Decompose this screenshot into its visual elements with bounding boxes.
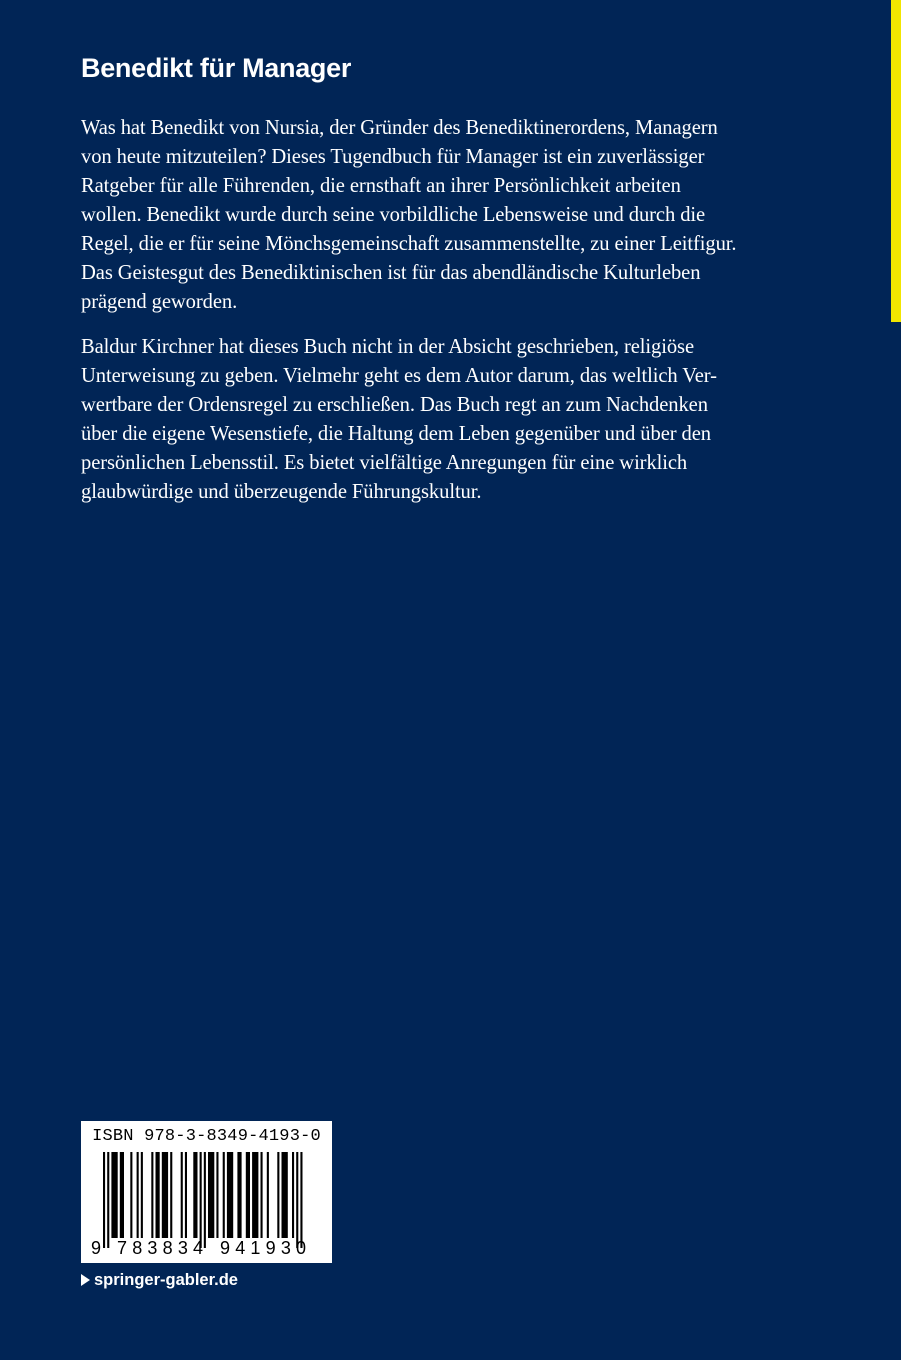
barcode-bar [277, 1152, 279, 1238]
barcode-bar [151, 1152, 153, 1238]
isbn-barcode [81, 1121, 332, 1263]
barcode-guard-bar [204, 1152, 206, 1248]
barcode-bar [208, 1152, 214, 1238]
barcode-bar [227, 1152, 233, 1238]
barcode-bar [185, 1152, 187, 1238]
barcode-bar [216, 1152, 218, 1238]
barcode-bar [267, 1152, 269, 1238]
barcode-bar [193, 1152, 197, 1238]
barcode-bar [237, 1152, 241, 1238]
barcode-bar [252, 1152, 258, 1238]
barcode-bar [162, 1152, 168, 1238]
isbn-label: ISBN 978-3-8349-4193-0 [92, 1127, 321, 1146]
barcode-bar [292, 1152, 294, 1238]
barcode-bar [223, 1152, 225, 1238]
book-title: Benedikt für Manager [81, 53, 352, 83]
barcode-bar [137, 1152, 139, 1238]
barcode-bar [246, 1152, 250, 1238]
barcode-guard-bar [300, 1152, 302, 1248]
barcode-bar [111, 1152, 117, 1238]
arrow-right-icon [81, 1274, 90, 1286]
blurb [81, 114, 781, 523]
barcode-bar [170, 1152, 172, 1238]
website-url[interactable]: springer-gabler.de [94, 1271, 238, 1289]
accent-strip [891, 0, 901, 322]
blurb-paragraph-1: Was hat Benedikt von Nursia, der Gründer des Benediktinerordens, Managern von heute mitzuteilen? Dieses Tugendbuch für Manager ist ein zuverlässiger Ratgeber für alle Führenden, die ernsthaft an ihrer Persönlichkeit arbeiten wollen. Benedikt wurde durch seine vorbildliche Lebensweise und durch die Regel, die er für seine Mönchsgemeinschaft zusammenstellte, zu einer Leitfigur. Das Geistesgut des Benediktinischen ist für das abendländische Kulturleben prägend geworden. [81, 117, 737, 313]
barcode-guard-bar [296, 1152, 298, 1248]
barcode-bar [261, 1152, 263, 1238]
blurb-paragraph-2: Baldur Kirchner hat dieses Buch nicht in der Absicht geschrieben, religiöse Unterweisung zu geben. Vielmehr geht es dem Autor darum, das weltlich Ver- wertbare der Ordensregel zu erschließen. Das Buch regt an zum Nachdenken über die eigene Wesenstiefe, die Haltung dem Leben gegenüber und über den persönlichen Lebensstil. Es bietet vielfältige Anregungen für eine wirklich glaubwürdige und überzeugende Führungskultur. [81, 336, 717, 503]
barcode-left-digits: 783834 [117, 1238, 209, 1258]
barcode-bar [282, 1152, 288, 1238]
barcode-right-digits: 941930 [220, 1238, 312, 1258]
barcode-guard-bar [107, 1152, 109, 1248]
barcode-bar [120, 1152, 124, 1238]
barcode-digits [81, 1237, 332, 1259]
barcode-bar [130, 1152, 132, 1238]
barcode-bar [156, 1152, 160, 1238]
barcode-guard-bar [200, 1152, 202, 1248]
barcode-bar [181, 1152, 183, 1238]
barcode-guard-bar [103, 1152, 105, 1248]
barcode-bar [141, 1152, 143, 1238]
website-link[interactable] [81, 1268, 238, 1292]
barcode-first-digit: 9 [91, 1238, 102, 1258]
